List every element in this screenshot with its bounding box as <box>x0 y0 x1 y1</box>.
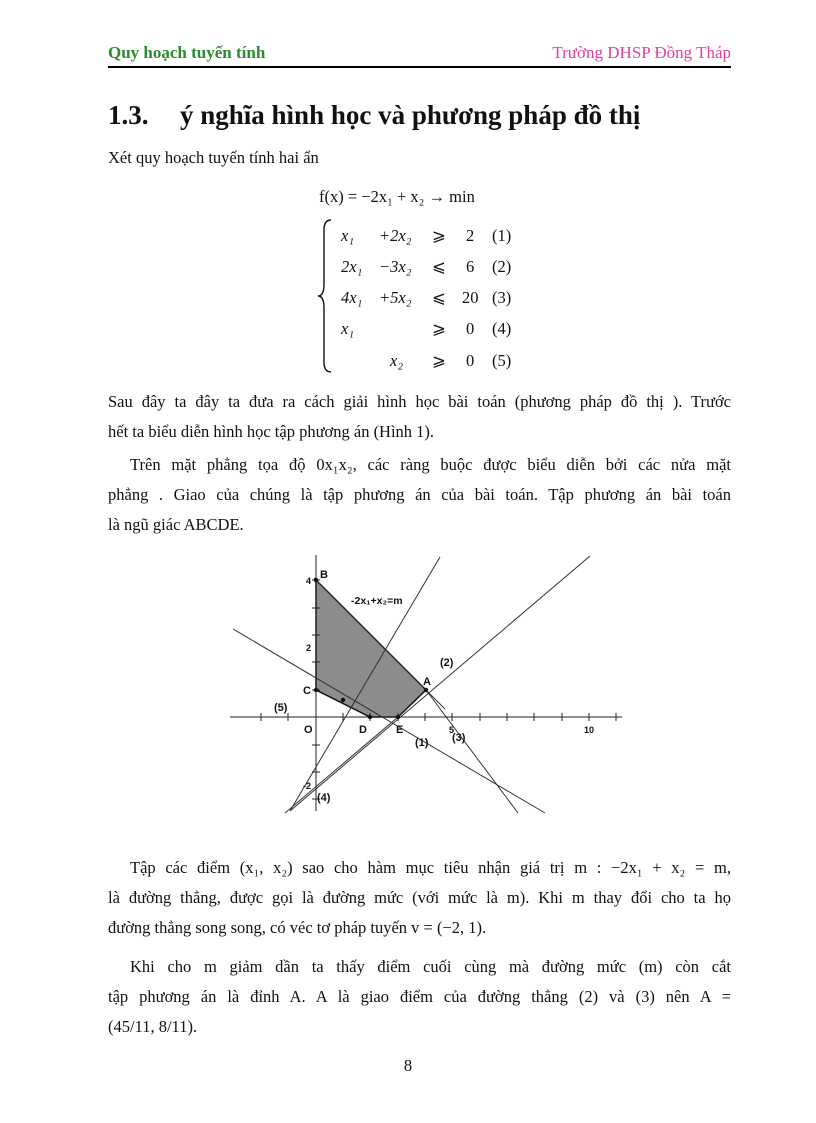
line-label-5: (5) <box>274 702 288 714</box>
intro-paragraph <box>108 143 731 173</box>
paragraph-line: là ngũ giác ABCDE. <box>108 515 244 534</box>
paragraph-line: tập phương án là đỉnh A. A là giao điểm của đường thẳng (2) và (3) nên A = <box>108 987 731 1006</box>
paragraph-level-line <box>108 853 731 943</box>
objective-function: f(x) = −2x₁ + x₂ → min <box>319 187 475 206</box>
tick-label-y2: 2 <box>306 643 312 653</box>
paragraph-line: Khi cho m giảm dần ta thấy điểm cuối cùng mà đường mức (m) còn cắt <box>130 957 731 976</box>
paragraph-line: Trên mặt phẳng tọa độ 0x₁x₂, các ràng buộc được biểu diễn bởi các nửa mặt <box>130 455 731 474</box>
constraint-5-rel: ⩾ <box>432 351 446 370</box>
page-number: 8 <box>403 1056 413 1075</box>
paragraph-method <box>108 387 731 447</box>
line-label-1: (1) <box>415 737 429 749</box>
constraint-2-label: (2) <box>492 257 512 276</box>
left-brace <box>317 218 333 374</box>
paragraph-line: đường thẳng song song, có véc tơ pháp tuyến v = (−2, 1). <box>108 918 487 937</box>
paragraph-line: phẳng . Giao của chúng là tập phương án của bài toán. Tập phương án bài toán <box>108 485 731 504</box>
line-2-ext <box>285 717 398 813</box>
vertex-label-e: E <box>396 724 404 736</box>
intro-line: Xét quy hoạch tuyến tính hai ẩn <box>108 148 319 167</box>
constraint-2-b: −3x₂ <box>379 257 412 276</box>
running-header <box>108 43 731 65</box>
constraint-5-b: x₂ <box>390 351 404 370</box>
constraint-3-label: (3) <box>492 288 512 307</box>
constraint-3-a: 4x₁ <box>341 288 363 307</box>
paragraph-line: hết ta biểu diễn hình học tập phương án (Hình 1). <box>108 422 435 441</box>
constraint-4-a: x₁ <box>341 319 355 338</box>
line-label-3: (3) <box>452 732 466 744</box>
constraint-5-label: (5) <box>492 351 512 370</box>
feasible-region-graph <box>230 553 628 815</box>
paragraph-solution <box>108 952 731 1042</box>
constraint-2-a: 2x₁ <box>341 257 363 276</box>
constraint-4-rel: ⩾ <box>432 319 446 338</box>
paragraph-line: (45/11, 8/11). <box>108 1017 198 1036</box>
vertex-label-a: A <box>423 676 431 688</box>
header-school-name: Trường DHSP Đồng Tháp <box>552 43 731 62</box>
constraint-1-b: +2x₂ <box>379 226 412 245</box>
constraint-2-rel: ⩽ <box>432 257 446 276</box>
paragraph-feasible-set <box>108 450 731 540</box>
section-number: 1.3. <box>108 100 149 130</box>
level-line-label: -2x₁+x₂=m <box>351 595 403 607</box>
section-title: ý nghĩa hình học và phương pháp đồ thị <box>180 100 641 130</box>
line-label-4: (4) <box>317 792 331 804</box>
constraint-1-label: (1) <box>492 226 512 245</box>
constraint-5-rhs: 0 <box>466 351 475 370</box>
constraint-3-rel: ⩽ <box>432 288 446 307</box>
vertex-label-c: C <box>303 685 311 697</box>
constraint-3-b: +5x₂ <box>379 288 412 307</box>
header-rule <box>108 66 731 68</box>
constraint-1-rel: ⩾ <box>432 226 446 245</box>
origin-label: O <box>304 724 313 736</box>
section-heading <box>108 100 640 131</box>
vertex-label-d: D <box>359 724 367 736</box>
constraint-1-rhs: 2 <box>466 226 475 245</box>
line-label-2: (2) <box>440 657 454 669</box>
tick-label-y4: 4 <box>306 576 312 586</box>
tick-label-x5: 5 <box>449 725 455 735</box>
paragraph-line: Sau đây ta đây ta đưa ra cách giải hình học bài toán (phương pháp đồ thị ). Trước <box>108 392 731 411</box>
constraint-4-rhs: 0 <box>466 319 475 338</box>
constraint-3-rhs: 20 <box>462 288 479 307</box>
tick-label-x10: 10 <box>584 725 595 735</box>
constraint-4-label: (4) <box>492 319 512 338</box>
header-course-title: Quy hoạch tuyến tính <box>108 43 266 62</box>
paragraph-line: là đường thẳng, được gọi là đường mức (với mức là m). Khi m thay đổi cho ta họ <box>108 888 731 907</box>
paragraph-line: Tập các điểm (x₁, x₂) sao cho hàm mục tiêu nhận giá trị m : −2x₁ + x₂ = m, <box>130 858 731 877</box>
tick-label-yneg2: -2 <box>303 781 312 791</box>
vertex-label-b: B <box>320 569 328 581</box>
constraint-2-rhs: 6 <box>466 257 475 276</box>
constraint-1-a: x₁ <box>341 226 355 245</box>
